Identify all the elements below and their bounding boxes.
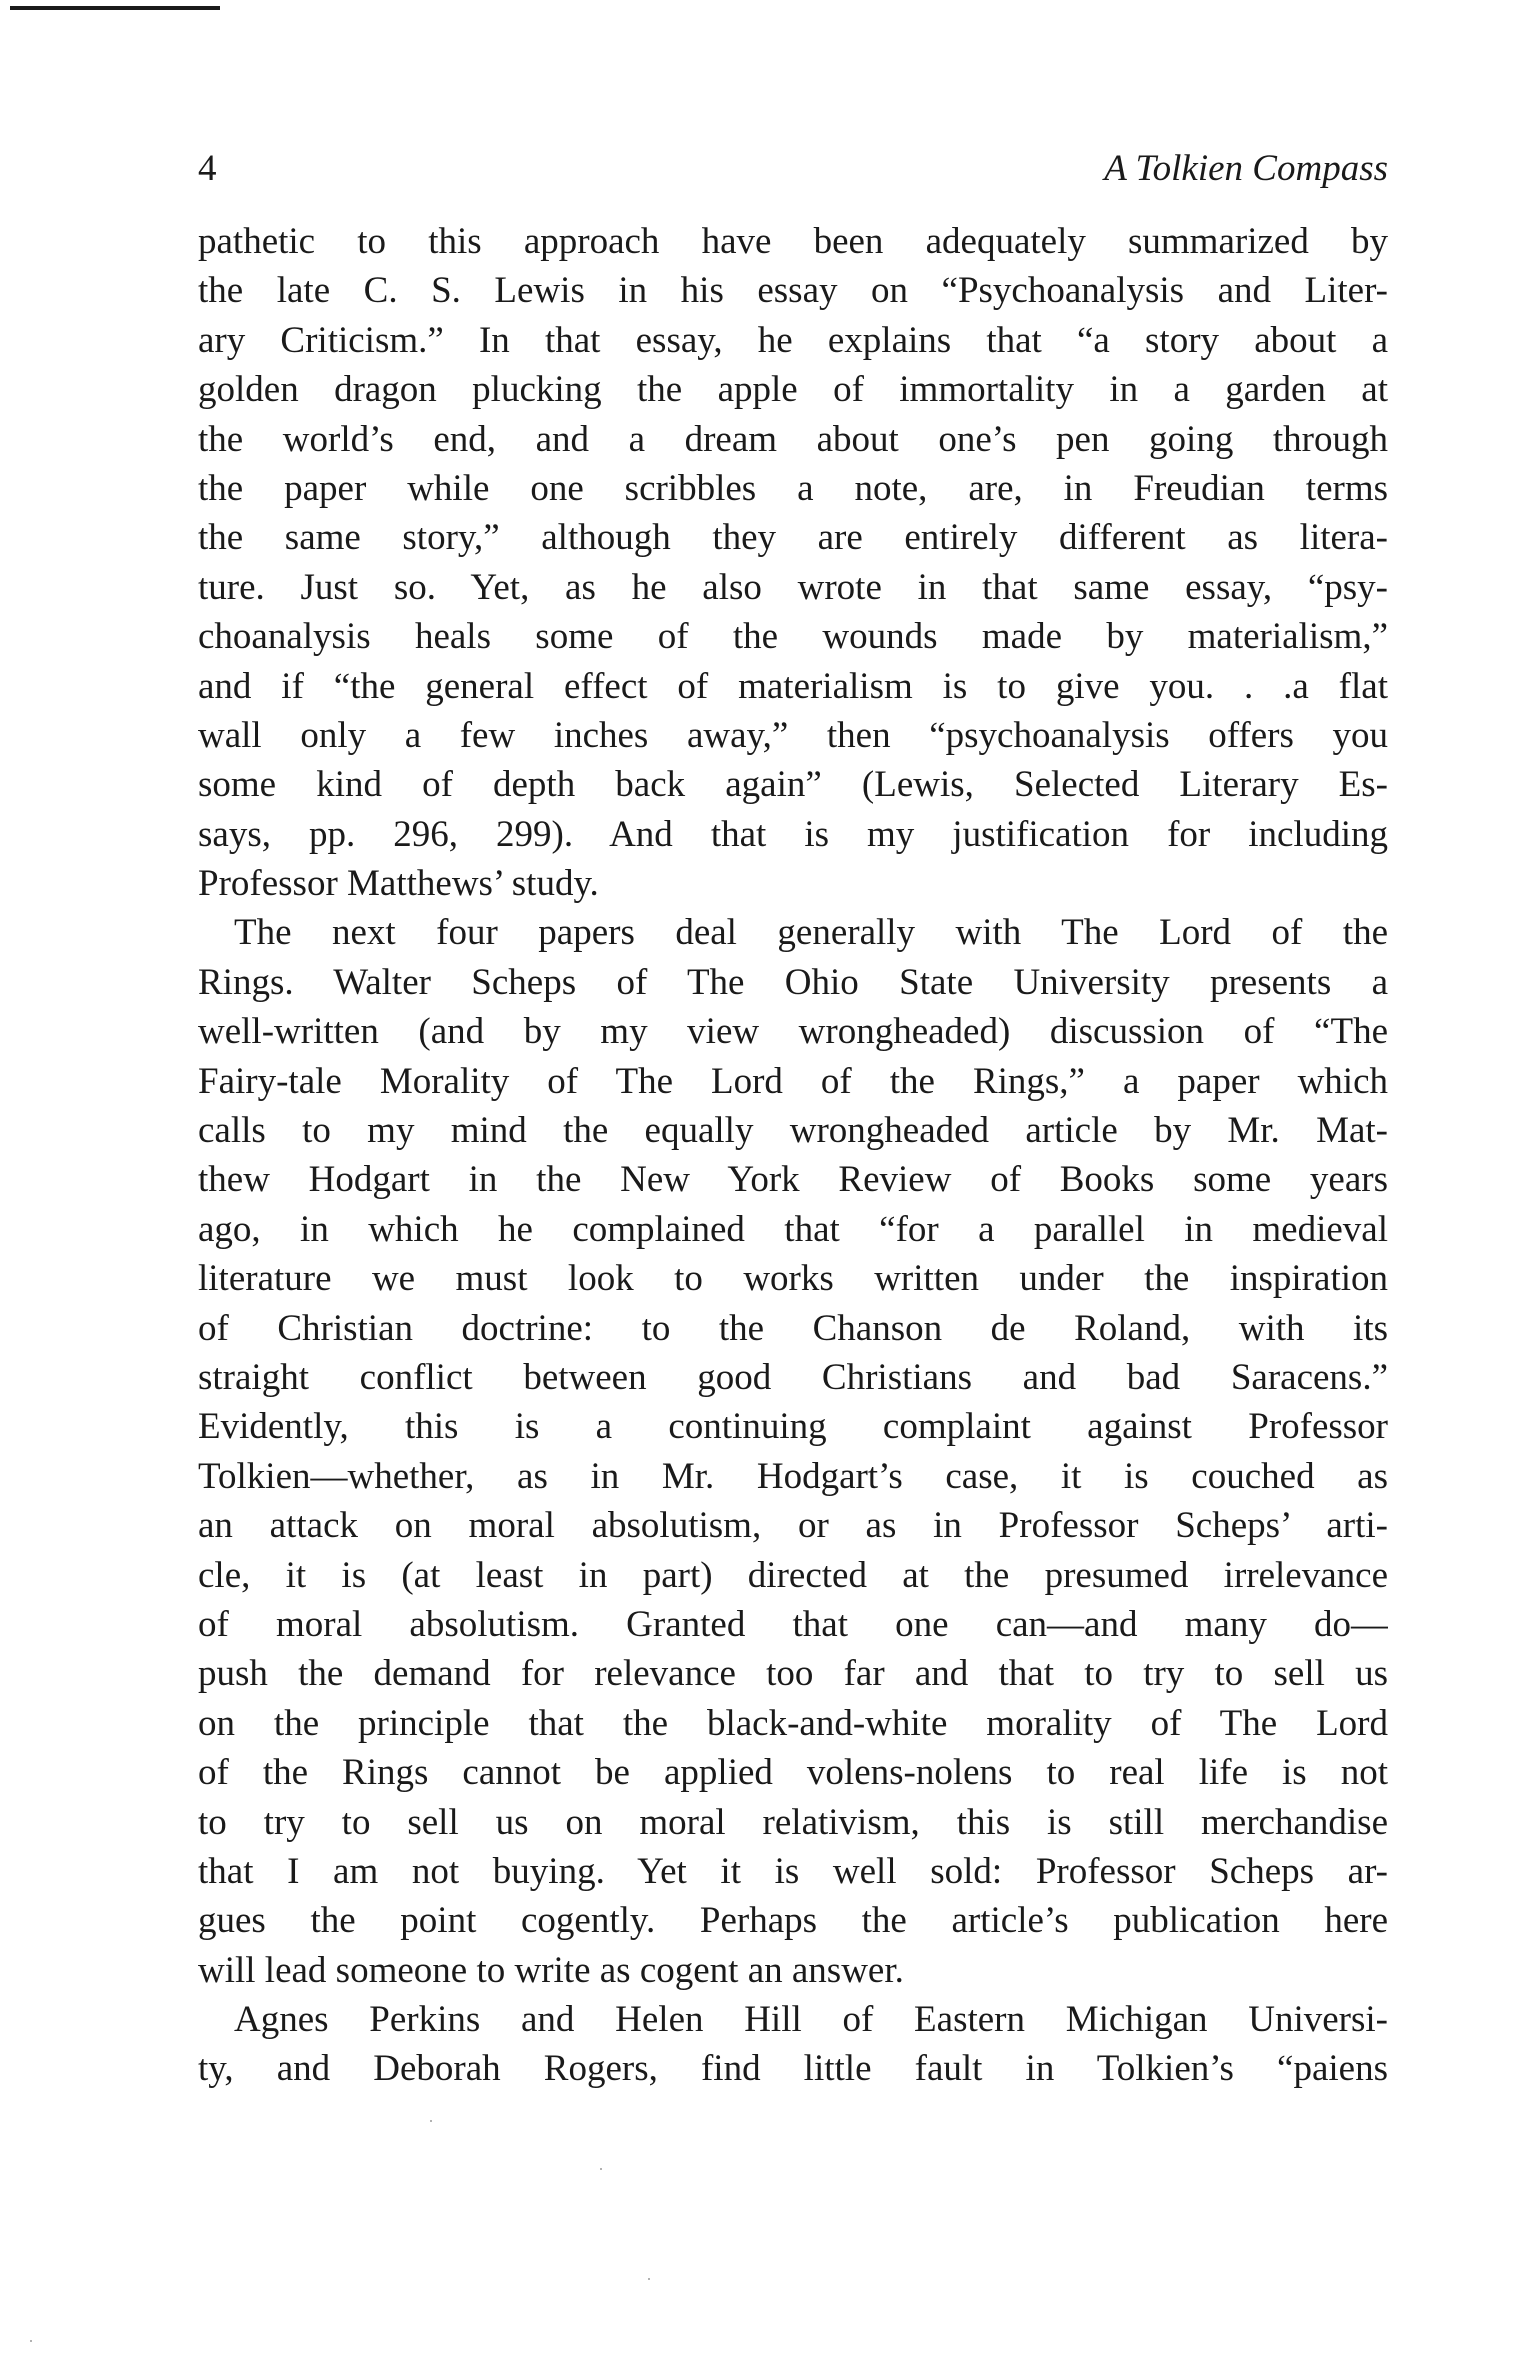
text-line: ago, in which he complained that “for a parallel in medieval xyxy=(198,1208,1388,1250)
text-line: Evidently, this is a continuing complaint against Professor xyxy=(198,1406,1388,1448)
text-line: Professor Matthews’ study. xyxy=(198,863,599,905)
text-line: Rings. Walter Scheps of The Ohio State University presents a xyxy=(198,961,1388,1003)
text-line: on the principle that the black-and-white morality of The Lord xyxy=(198,1702,1388,1744)
text-line: literature we must look to works written under the inspiration xyxy=(198,1258,1388,1300)
text-line: an attack on moral absolutism, or as in Professor Scheps’ arti- xyxy=(198,1505,1388,1547)
text-line: gues the point cogently. Perhaps the article’s publication here xyxy=(198,1900,1388,1942)
text-line: calls to my mind the equally wrongheaded article by Mr. Mat- xyxy=(198,1110,1388,1152)
text-line: cle, it is (at least in part) directed at the presumed irrelevance xyxy=(198,1554,1388,1596)
text-line: the late C. S. Lewis in his essay on “Psychoanalysis and Liter- xyxy=(198,270,1388,312)
text-line: the same story,” although they are entirely different as litera- xyxy=(198,517,1388,559)
scan-speck xyxy=(648,2278,650,2280)
page-number: 4 xyxy=(198,148,217,189)
text-line: some kind of depth back again” (Lewis, Selected Literary Es- xyxy=(198,764,1388,806)
text-line: Fairy-tale Morality of The Lord of the Rings,” a paper which xyxy=(198,1060,1388,1102)
running-title: A Tolkien Compass xyxy=(1104,148,1388,189)
text-line: The next four papers deal generally with The Lord of the xyxy=(234,912,1388,954)
text-line: that I am not buying. Yet it is well sold: Professor Scheps ar- xyxy=(198,1850,1388,1892)
text-line: of moral absolutism. Granted that one can—and many do— xyxy=(198,1603,1388,1645)
text-line: Tolkien—whether, as in Mr. Hodgart’s case, it is couched as xyxy=(198,1455,1388,1497)
text-line: of the Rings cannot be applied volens-nolens to real life is not xyxy=(198,1752,1388,1794)
text-line: golden dragon plucking the apple of immortality in a garden at xyxy=(198,369,1388,411)
text-line: ture. Just so. Yet, as he also wrote in that same essay, “psy- xyxy=(198,566,1388,608)
text-line: wall only a few inches away,” then “psychoanalysis offers you xyxy=(198,714,1388,756)
scan-edge-mark xyxy=(10,6,220,10)
text-line: well-written (and by my view wrongheaded) discussion of “The xyxy=(198,1011,1388,1053)
text-line: the world’s end, and a dream about one’s pen going through xyxy=(198,418,1388,460)
text-line: and if “the general effect of materialism is to give you. . .a flat xyxy=(198,665,1388,707)
text-line: the paper while one scribbles a note, are, in Freudian terms xyxy=(198,467,1388,509)
text-line: choanalysis heals some of the wounds made by materialism,” xyxy=(198,616,1388,658)
text-line: says, pp. 296, 299). And that is my justification for including xyxy=(198,813,1388,855)
text-line: Agnes Perkins and Helen Hill of Eastern Michigan Universi- xyxy=(234,1999,1388,2041)
scan-speck xyxy=(600,2168,602,2170)
text-line: ary Criticism.” In that essay, he explains that “a story about a xyxy=(198,319,1388,361)
text-line: to try to sell us on moral relativism, this is still merchandise xyxy=(198,1801,1388,1843)
text-line: ty, and Deborah Rogers, find little fault in Tolkien’s “paiens xyxy=(198,2048,1388,2090)
scan-speck xyxy=(30,2340,32,2342)
text-line: pathetic to this approach have been adequately summarized by xyxy=(198,221,1388,262)
text-line: straight conflict between good Christians and bad Saracens.” xyxy=(198,1356,1388,1398)
text-line: of Christian doctrine: to the Chanson de Roland, with its xyxy=(198,1307,1388,1349)
text-line: will lead someone to write as cogent an answer. xyxy=(198,1949,904,1991)
page-header xyxy=(198,147,1388,195)
text-line: push the demand for relevance too far and that to try to sell us xyxy=(198,1653,1388,1695)
scan-speck xyxy=(430,2120,432,2122)
body-text xyxy=(198,217,1388,2094)
text-line: thew Hodgart in the New York Review of Books some years xyxy=(198,1159,1388,1201)
